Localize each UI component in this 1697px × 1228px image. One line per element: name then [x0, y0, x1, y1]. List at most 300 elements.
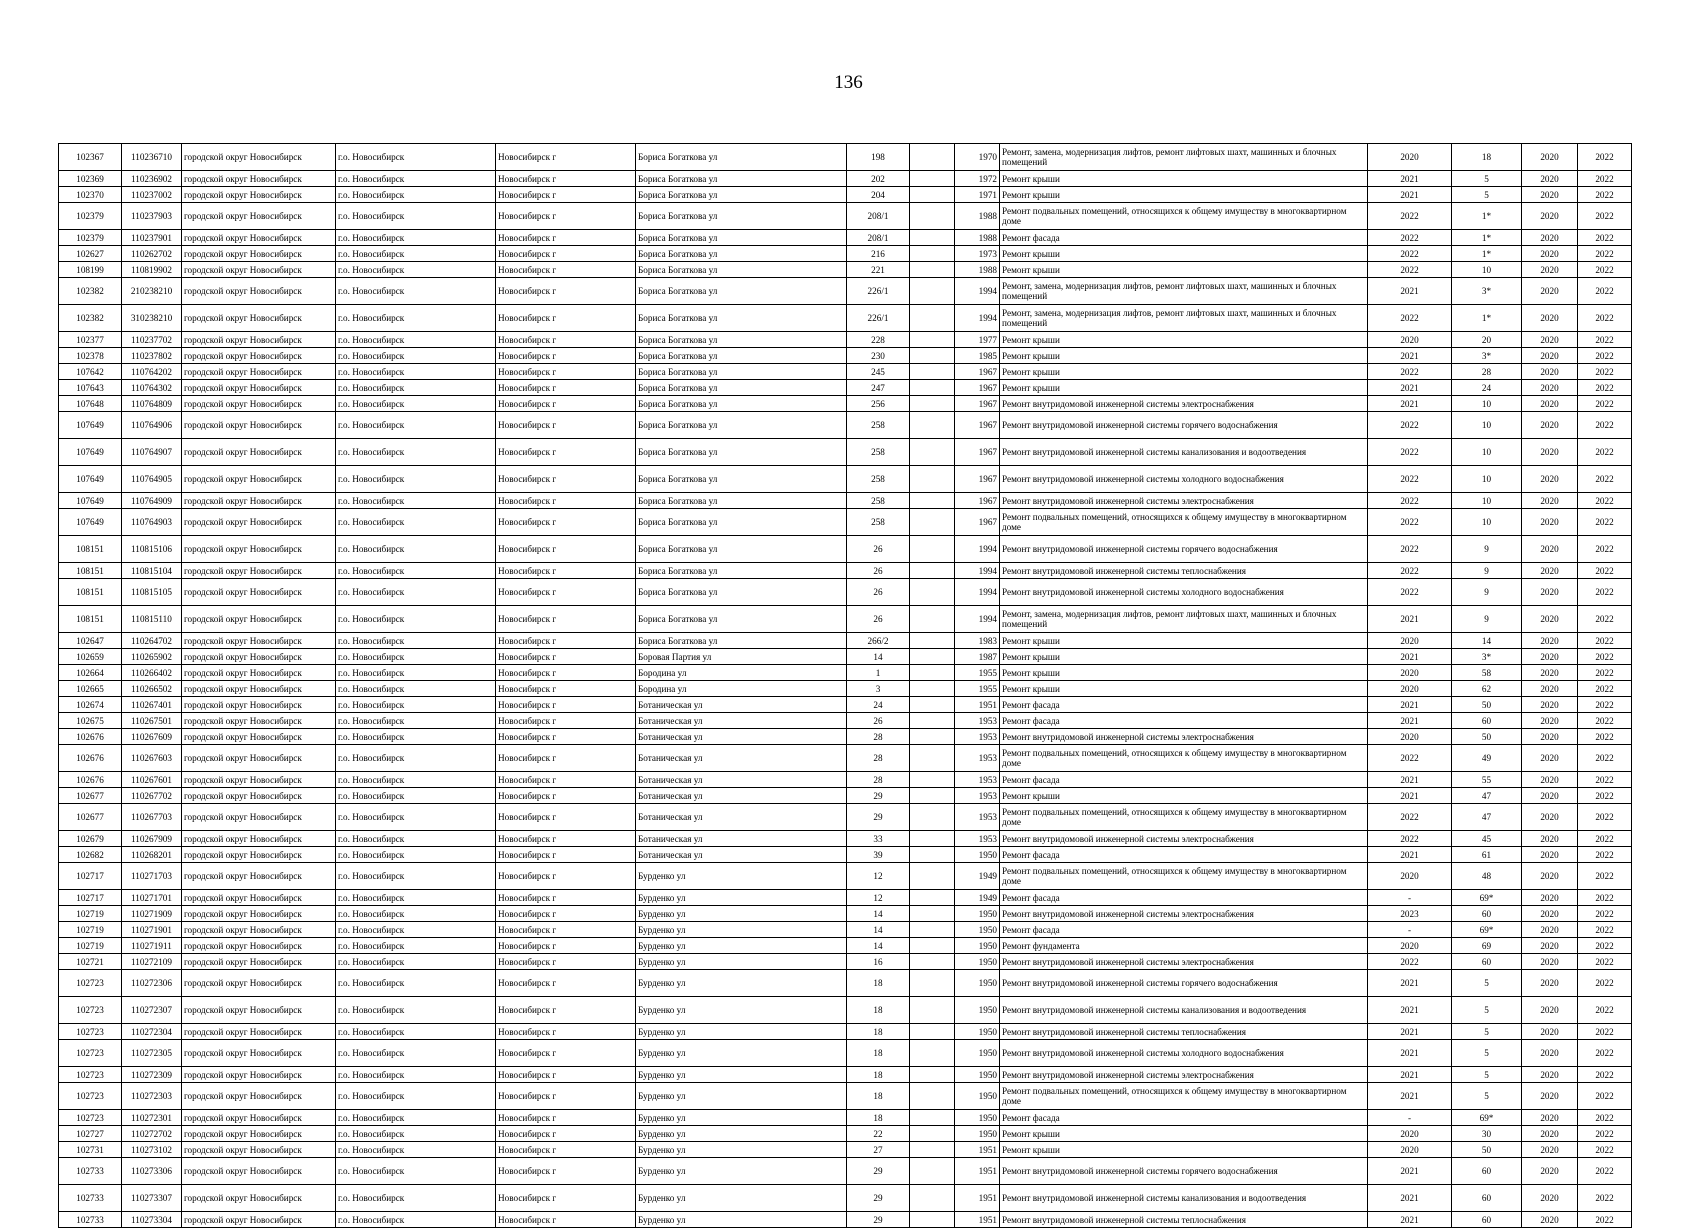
- cell-build-year: 1967: [955, 412, 1000, 439]
- cell-settlement: Новосибирск г: [496, 633, 636, 649]
- table-row: [59, 788, 1632, 804]
- cell-house-id: 102676: [59, 745, 122, 772]
- cell-period-start: 2020: [1522, 890, 1578, 906]
- cell-wear-percent: 69*: [1452, 922, 1522, 938]
- cell-municipality-name: городской округ Новосибирск: [182, 633, 336, 649]
- cell-wear-percent: 14: [1452, 633, 1522, 649]
- cell-municipal-district: г.о. Новосибирск: [336, 348, 496, 364]
- cell-build-year: 1967: [955, 439, 1000, 466]
- cell-plan-year: 2021: [1368, 1040, 1452, 1067]
- cell-building: [910, 954, 955, 970]
- cell-wear-percent: 47: [1452, 788, 1522, 804]
- cell-municipal-district: г.о. Новосибирск: [336, 332, 496, 348]
- cell-settlement: Новосибирск г: [496, 1083, 636, 1110]
- cell-wear-percent: 60: [1452, 906, 1522, 922]
- table-row: [59, 1067, 1632, 1083]
- cell-municipality-name: городской округ Новосибирск: [182, 509, 336, 536]
- cell-period-start: 2020: [1522, 729, 1578, 745]
- cell-house-id: 107648: [59, 396, 122, 412]
- cell-period-end: 2022: [1578, 144, 1632, 171]
- cell-municipality-name: городской округ Новосибирск: [182, 938, 336, 954]
- cell-work-code: 110267702: [122, 788, 182, 804]
- table-row: [59, 412, 1632, 439]
- cell-house-number: 24: [847, 697, 910, 713]
- cell-build-year: 1953: [955, 713, 1000, 729]
- cell-house-id: 102731: [59, 1142, 122, 1158]
- cell-plan-year: 2021: [1368, 997, 1452, 1024]
- cell-work-code: 110237802: [122, 348, 182, 364]
- table-row: [59, 847, 1632, 863]
- cell-municipality-name: городской округ Новосибирск: [182, 262, 336, 278]
- cell-municipality-name: городской округ Новосибирск: [182, 606, 336, 633]
- cell-wear-percent: 3*: [1452, 348, 1522, 364]
- cell-house-number: 29: [847, 1158, 910, 1185]
- cell-municipality-name: городской округ Новосибирск: [182, 697, 336, 713]
- cell-house-number: 18: [847, 1040, 910, 1067]
- cell-work-code: 110237901: [122, 230, 182, 246]
- cell-wear-percent: 10: [1452, 412, 1522, 439]
- cell-settlement: Новосибирск г: [496, 1212, 636, 1228]
- cell-settlement: Новосибирск г: [496, 1110, 636, 1126]
- table-row: [59, 633, 1632, 649]
- cell-building: [910, 938, 955, 954]
- cell-street: Бориса Богаткова ул: [636, 171, 847, 187]
- cell-wear-percent: 1*: [1452, 230, 1522, 246]
- cell-building: [910, 305, 955, 332]
- cell-street: Ботаническая ул: [636, 804, 847, 831]
- cell-municipality-name: городской округ Новосибирск: [182, 788, 336, 804]
- cell-building: [910, 348, 955, 364]
- cell-period-start: 2020: [1522, 536, 1578, 563]
- cell-build-year: 1949: [955, 863, 1000, 890]
- cell-building: [910, 606, 955, 633]
- cell-street: Бориса Богаткова ул: [636, 563, 847, 579]
- cell-house-number: 204: [847, 187, 910, 203]
- cell-period-start: 2020: [1522, 697, 1578, 713]
- cell-period-end: 2022: [1578, 831, 1632, 847]
- repair-schedule-table: [58, 143, 1632, 1228]
- cell-period-end: 2022: [1578, 230, 1632, 246]
- cell-building: [910, 745, 955, 772]
- table-row: [59, 1040, 1632, 1067]
- cell-wear-percent: 9: [1452, 579, 1522, 606]
- cell-build-year: 1953: [955, 788, 1000, 804]
- cell-plan-year: 2020: [1368, 144, 1452, 171]
- cell-building: [910, 804, 955, 831]
- cell-settlement: Новосибирск г: [496, 278, 636, 305]
- cell-work-code: 110272702: [122, 1126, 182, 1142]
- cell-work-type: Ремонт подвальных помещений, относящихся к общему имуществу в многоквартирном доме: [1000, 203, 1368, 230]
- cell-street: Бурденко ул: [636, 970, 847, 997]
- cell-street: Ботаническая ул: [636, 713, 847, 729]
- table-row: [59, 509, 1632, 536]
- table-row: [59, 697, 1632, 713]
- cell-municipality-name: городской округ Новосибирск: [182, 579, 336, 606]
- cell-settlement: Новосибирск г: [496, 396, 636, 412]
- cell-building: [910, 1158, 955, 1185]
- cell-street: Бурденко ул: [636, 938, 847, 954]
- cell-building: [910, 1126, 955, 1142]
- cell-build-year: 1950: [955, 1040, 1000, 1067]
- cell-building: [910, 246, 955, 262]
- cell-house-number: 18: [847, 970, 910, 997]
- cell-work-type: Ремонт внутридомовой инженерной системы теплоснабжения: [1000, 1212, 1368, 1228]
- cell-building: [910, 997, 955, 1024]
- cell-build-year: 1950: [955, 938, 1000, 954]
- cell-house-number: 228: [847, 332, 910, 348]
- cell-building: [910, 563, 955, 579]
- cell-house-number: 28: [847, 745, 910, 772]
- cell-work-type: Ремонт внутридомовой инженерной системы электроснабжения: [1000, 954, 1368, 970]
- cell-municipality-name: городской округ Новосибирск: [182, 1142, 336, 1158]
- table-row: [59, 144, 1632, 171]
- table-row: [59, 1185, 1632, 1212]
- cell-period-start: 2020: [1522, 1158, 1578, 1185]
- cell-period-end: 2022: [1578, 493, 1632, 509]
- cell-period-start: 2020: [1522, 305, 1578, 332]
- cell-building: [910, 171, 955, 187]
- cell-municipality-name: городской округ Новосибирск: [182, 772, 336, 788]
- cell-municipality-name: городской округ Новосибирск: [182, 1024, 336, 1040]
- cell-building: [910, 847, 955, 863]
- cell-settlement: Новосибирск г: [496, 332, 636, 348]
- cell-work-code: 110262702: [122, 246, 182, 262]
- cell-house-id: 102377: [59, 332, 122, 348]
- cell-wear-percent: 24: [1452, 380, 1522, 396]
- cell-build-year: 1949: [955, 890, 1000, 906]
- cell-settlement: Новосибирск г: [496, 144, 636, 171]
- cell-house-id: 102675: [59, 713, 122, 729]
- cell-plan-year: -: [1368, 1110, 1452, 1126]
- cell-municipality-name: городской округ Новосибирск: [182, 804, 336, 831]
- cell-settlement: Новосибирск г: [496, 466, 636, 493]
- cell-wear-percent: 9: [1452, 536, 1522, 563]
- cell-work-type: Ремонт подвальных помещений, относящихся к общему имуществу в многоквартирном доме: [1000, 1083, 1368, 1110]
- cell-settlement: Новосибирск г: [496, 536, 636, 563]
- cell-street: Бориса Богаткова ул: [636, 332, 847, 348]
- cell-wear-percent: 10: [1452, 439, 1522, 466]
- cell-work-type: Ремонт, замена, модернизация лифтов, ремонт лифтовых шахт, машинных и блочных помещений: [1000, 305, 1368, 332]
- cell-work-type: Ремонт внутридомовой инженерной системы теплоснабжения: [1000, 563, 1368, 579]
- cell-work-type: Ремонт внутридомовой инженерной системы электроснабжения: [1000, 1067, 1368, 1083]
- table-row: [59, 305, 1632, 332]
- cell-build-year: 1953: [955, 729, 1000, 745]
- cell-period-end: 2022: [1578, 396, 1632, 412]
- cell-wear-percent: 50: [1452, 1142, 1522, 1158]
- cell-work-code: 110764302: [122, 380, 182, 396]
- cell-municipal-district: г.о. Новосибирск: [336, 1067, 496, 1083]
- cell-building: [910, 970, 955, 997]
- cell-period-start: 2020: [1522, 863, 1578, 890]
- cell-street: Бориса Богаткова ул: [636, 606, 847, 633]
- cell-settlement: Новосибирск г: [496, 847, 636, 863]
- cell-wear-percent: 10: [1452, 396, 1522, 412]
- cell-street: Бурденко ул: [636, 997, 847, 1024]
- cell-period-start: 2020: [1522, 606, 1578, 633]
- cell-period-start: 2020: [1522, 649, 1578, 665]
- cell-work-type: Ремонт крыши: [1000, 649, 1368, 665]
- cell-plan-year: 2021: [1368, 847, 1452, 863]
- cell-work-type: Ремонт фасада: [1000, 922, 1368, 938]
- cell-municipality-name: городской округ Новосибирск: [182, 439, 336, 466]
- cell-building: [910, 729, 955, 745]
- cell-settlement: Новосибирск г: [496, 1142, 636, 1158]
- cell-wear-percent: 10: [1452, 466, 1522, 493]
- cell-municipality-name: городской округ Новосибирск: [182, 278, 336, 305]
- cell-building: [910, 1212, 955, 1228]
- cell-work-code: 110272301: [122, 1110, 182, 1126]
- cell-wear-percent: 5: [1452, 1067, 1522, 1083]
- cell-work-code: 110268201: [122, 847, 182, 863]
- cell-period-start: 2020: [1522, 1067, 1578, 1083]
- cell-work-type: Ремонт крыши: [1000, 681, 1368, 697]
- cell-work-code: 110272306: [122, 970, 182, 997]
- cell-period-start: 2020: [1522, 1040, 1578, 1067]
- table-row: [59, 466, 1632, 493]
- table-row: [59, 922, 1632, 938]
- cell-house-number: 12: [847, 890, 910, 906]
- cell-street: Бурденко ул: [636, 1024, 847, 1040]
- cell-building: [910, 536, 955, 563]
- cell-wear-percent: 45: [1452, 831, 1522, 847]
- cell-work-type: Ремонт внутридомовой инженерной системы канализования и водоотведения: [1000, 997, 1368, 1024]
- cell-municipality-name: городской округ Новосибирск: [182, 906, 336, 922]
- cell-municipal-district: г.о. Новосибирск: [336, 997, 496, 1024]
- cell-municipal-district: г.о. Новосибирск: [336, 649, 496, 665]
- cell-house-number: 27: [847, 1142, 910, 1158]
- cell-period-end: 2022: [1578, 305, 1632, 332]
- cell-street: Бурденко ул: [636, 1067, 847, 1083]
- cell-wear-percent: 1*: [1452, 203, 1522, 230]
- cell-municipal-district: г.о. Новосибирск: [336, 380, 496, 396]
- cell-building: [910, 509, 955, 536]
- cell-house-id: 102677: [59, 788, 122, 804]
- cell-settlement: Новосибирск г: [496, 681, 636, 697]
- cell-work-type: Ремонт фундамента: [1000, 938, 1368, 954]
- cell-settlement: Новосибирск г: [496, 230, 636, 246]
- cell-build-year: 1967: [955, 364, 1000, 380]
- cell-municipal-district: г.о. Новосибирск: [336, 713, 496, 729]
- cell-plan-year: 2023: [1368, 906, 1452, 922]
- cell-period-end: 2022: [1578, 922, 1632, 938]
- cell-municipal-district: г.о. Новосибирск: [336, 938, 496, 954]
- table-row: [59, 831, 1632, 847]
- cell-house-number: 198: [847, 144, 910, 171]
- cell-plan-year: 2022: [1368, 579, 1452, 606]
- table-row: [59, 563, 1632, 579]
- cell-street: Ботаническая ул: [636, 772, 847, 788]
- table-row: [59, 1142, 1632, 1158]
- cell-building: [910, 1067, 955, 1083]
- cell-plan-year: 2021: [1368, 697, 1452, 713]
- cell-building: [910, 831, 955, 847]
- cell-settlement: Новосибирск г: [496, 563, 636, 579]
- cell-work-code: 110764903: [122, 509, 182, 536]
- cell-work-code: 110266402: [122, 665, 182, 681]
- cell-wear-percent: 3*: [1452, 649, 1522, 665]
- cell-plan-year: 2020: [1368, 633, 1452, 649]
- cell-plan-year: 2020: [1368, 1126, 1452, 1142]
- table-row: [59, 332, 1632, 348]
- cell-period-end: 2022: [1578, 1024, 1632, 1040]
- cell-municipality-name: городской округ Новосибирск: [182, 1083, 336, 1110]
- cell-period-start: 2020: [1522, 970, 1578, 997]
- cell-work-type: Ремонт подвальных помещений, относящихся к общему имуществу в многоквартирном доме: [1000, 509, 1368, 536]
- cell-building: [910, 144, 955, 171]
- cell-municipal-district: г.о. Новосибирск: [336, 970, 496, 997]
- table-row: [59, 230, 1632, 246]
- cell-plan-year: 2021: [1368, 1158, 1452, 1185]
- cell-work-code: 110273304: [122, 1212, 182, 1228]
- cell-house-number: 12: [847, 863, 910, 890]
- cell-work-type: Ремонт крыши: [1000, 348, 1368, 364]
- cell-wear-percent: 60: [1452, 1212, 1522, 1228]
- cell-house-id: 102723: [59, 970, 122, 997]
- cell-municipal-district: г.о. Новосибирск: [336, 203, 496, 230]
- cell-municipal-district: г.о. Новосибирск: [336, 305, 496, 332]
- cell-plan-year: 2022: [1368, 493, 1452, 509]
- cell-municipality-name: городской округ Новосибирск: [182, 970, 336, 997]
- cell-street: Бурденко ул: [636, 906, 847, 922]
- cell-build-year: 1973: [955, 246, 1000, 262]
- cell-build-year: 1950: [955, 922, 1000, 938]
- cell-municipality-name: городской округ Новосибирск: [182, 922, 336, 938]
- cell-settlement: Новосибирск г: [496, 1040, 636, 1067]
- cell-settlement: Новосибирск г: [496, 772, 636, 788]
- table-row: [59, 171, 1632, 187]
- table-row: [59, 380, 1632, 396]
- cell-work-type: Ремонт внутридомовой инженерной системы горячего водоснабжения: [1000, 1158, 1368, 1185]
- cell-street: Ботаническая ул: [636, 788, 847, 804]
- cell-house-id: 102719: [59, 922, 122, 938]
- cell-period-start: 2020: [1522, 493, 1578, 509]
- cell-period-end: 2022: [1578, 1158, 1632, 1185]
- cell-municipal-district: г.о. Новосибирск: [336, 681, 496, 697]
- cell-period-start: 2020: [1522, 906, 1578, 922]
- cell-house-number: 247: [847, 380, 910, 396]
- cell-period-start: 2020: [1522, 997, 1578, 1024]
- cell-period-start: 2020: [1522, 788, 1578, 804]
- cell-settlement: Новосибирск г: [496, 579, 636, 606]
- cell-period-end: 2022: [1578, 1126, 1632, 1142]
- cell-house-id: 108151: [59, 563, 122, 579]
- cell-wear-percent: 50: [1452, 729, 1522, 745]
- table-row: [59, 906, 1632, 922]
- cell-street: Бурденко ул: [636, 954, 847, 970]
- cell-house-number: 208/1: [847, 203, 910, 230]
- cell-municipal-district: г.о. Новосибирск: [336, 579, 496, 606]
- cell-settlement: Новосибирск г: [496, 439, 636, 466]
- cell-period-start: 2020: [1522, 847, 1578, 863]
- cell-municipal-district: г.о. Новосибирск: [336, 831, 496, 847]
- cell-municipal-district: г.о. Новосибирск: [336, 396, 496, 412]
- cell-building: [910, 493, 955, 509]
- cell-build-year: 1994: [955, 536, 1000, 563]
- cell-house-id: 102723: [59, 997, 122, 1024]
- cell-house-number: 14: [847, 938, 910, 954]
- cell-municipal-district: г.о. Новосибирск: [336, 493, 496, 509]
- cell-plan-year: 2020: [1368, 332, 1452, 348]
- table-row: [59, 970, 1632, 997]
- cell-street: Ботаническая ул: [636, 697, 847, 713]
- cell-plan-year: 2022: [1368, 246, 1452, 262]
- table-row: [59, 278, 1632, 305]
- cell-municipal-district: г.о. Новосибирск: [336, 262, 496, 278]
- cell-municipal-district: г.о. Новосибирск: [336, 1040, 496, 1067]
- cell-work-type: Ремонт фасада: [1000, 230, 1368, 246]
- cell-municipal-district: г.о. Новосибирск: [336, 665, 496, 681]
- cell-build-year: 1988: [955, 230, 1000, 246]
- cell-plan-year: 2022: [1368, 563, 1452, 579]
- cell-work-code: 110764909: [122, 493, 182, 509]
- cell-build-year: 1967: [955, 380, 1000, 396]
- cell-plan-year: 2022: [1368, 305, 1452, 332]
- cell-settlement: Новосибирск г: [496, 203, 636, 230]
- cell-period-start: 2020: [1522, 230, 1578, 246]
- cell-period-start: 2020: [1522, 772, 1578, 788]
- cell-work-code: 110764907: [122, 439, 182, 466]
- cell-house-number: 258: [847, 466, 910, 493]
- cell-work-code: 110273306: [122, 1158, 182, 1185]
- cell-work-type: Ремонт фасада: [1000, 772, 1368, 788]
- cell-work-type: Ремонт крыши: [1000, 788, 1368, 804]
- cell-work-code: 110272309: [122, 1067, 182, 1083]
- cell-municipal-district: г.о. Новосибирск: [336, 1126, 496, 1142]
- cell-work-type: Ремонт подвальных помещений, относящихся к общему имуществу в многоквартирном доме: [1000, 804, 1368, 831]
- cell-wear-percent: 18: [1452, 144, 1522, 171]
- cell-work-code: 110237903: [122, 203, 182, 230]
- cell-house-id: 108199: [59, 262, 122, 278]
- cell-wear-percent: 5: [1452, 970, 1522, 997]
- cell-building: [910, 906, 955, 922]
- cell-municipal-district: г.о. Новосибирск: [336, 606, 496, 633]
- cell-work-code: 110815110: [122, 606, 182, 633]
- cell-work-type: Ремонт фасада: [1000, 697, 1368, 713]
- cell-wear-percent: 60: [1452, 1185, 1522, 1212]
- cell-street: Бурденко ул: [636, 1126, 847, 1142]
- cell-period-end: 2022: [1578, 579, 1632, 606]
- cell-municipal-district: г.о. Новосибирск: [336, 890, 496, 906]
- cell-work-type: Ремонт внутридомовой инженерной системы горячего водоснабжения: [1000, 412, 1368, 439]
- cell-period-end: 2022: [1578, 938, 1632, 954]
- cell-building: [910, 1142, 955, 1158]
- cell-plan-year: 2021: [1368, 788, 1452, 804]
- cell-wear-percent: 20: [1452, 332, 1522, 348]
- cell-work-code: 110267603: [122, 745, 182, 772]
- cell-municipality-name: городской округ Новосибирск: [182, 536, 336, 563]
- cell-period-end: 2022: [1578, 890, 1632, 906]
- cell-wear-percent: 9: [1452, 606, 1522, 633]
- cell-municipal-district: г.о. Новосибирск: [336, 633, 496, 649]
- cell-settlement: Новосибирск г: [496, 262, 636, 278]
- cell-build-year: 1950: [955, 970, 1000, 997]
- cell-build-year: 1994: [955, 563, 1000, 579]
- cell-period-start: 2020: [1522, 665, 1578, 681]
- cell-house-number: 28: [847, 772, 910, 788]
- cell-municipality-name: городской округ Новосибирск: [182, 1110, 336, 1126]
- cell-street: Бориса Богаткова ул: [636, 187, 847, 203]
- cell-building: [910, 396, 955, 412]
- cell-municipal-district: г.о. Новосибирск: [336, 536, 496, 563]
- cell-period-start: 2020: [1522, 144, 1578, 171]
- cell-work-code: 110273307: [122, 1185, 182, 1212]
- cell-house-number: 28: [847, 729, 910, 745]
- cell-street: Ботаническая ул: [636, 745, 847, 772]
- cell-building: [910, 713, 955, 729]
- cell-period-end: 2022: [1578, 1040, 1632, 1067]
- cell-period-start: 2020: [1522, 713, 1578, 729]
- cell-house-id: 107649: [59, 412, 122, 439]
